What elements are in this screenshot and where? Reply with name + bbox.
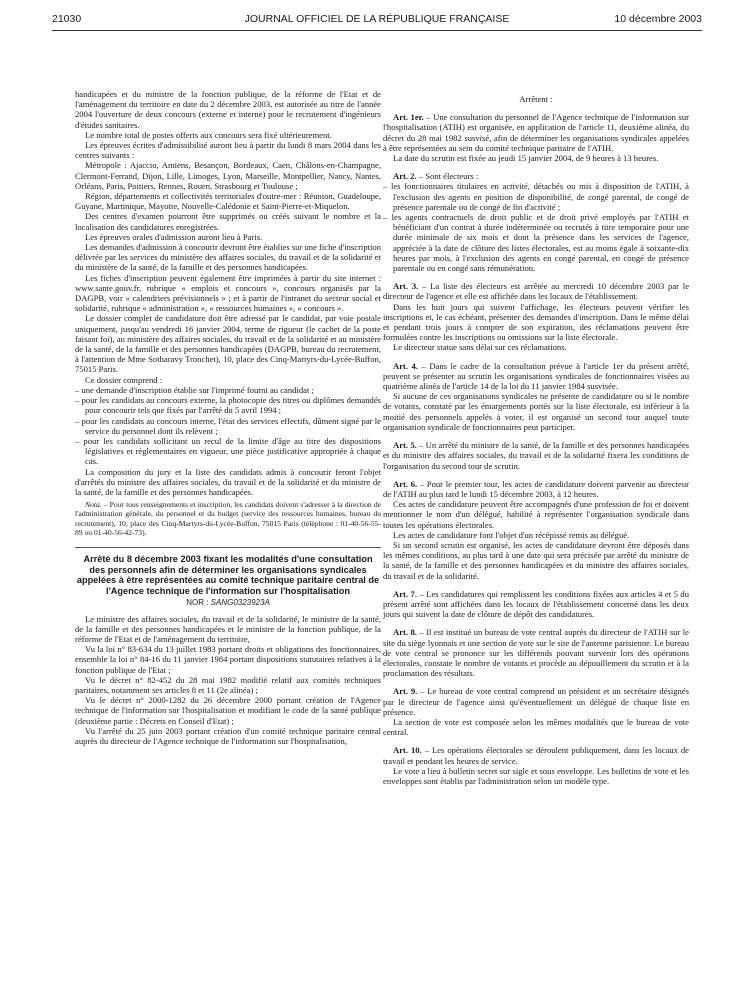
- article-label: Art. 7.: [393, 588, 417, 599]
- decree-block: [75, 547, 381, 746]
- list-item: – les fonctionnaires titulaires en activité, détachés ou mis à disposition de l'ATIH, à l'exclusion des agents en position de disponibilité, de congé parental, de congé de présence parentale ou de congé de fin d'activité ;: [383, 181, 689, 212]
- right-column: [383, 94, 689, 786]
- article-label: Art. 9.: [393, 686, 418, 697]
- paragraph: Dans les huit jours qui suivent l'affichage, les électeurs peuvent vérifier les inscriptions et, le cas échéant, présenter des demandes d'inscription. Dans le même délai et pendant trois jours à compter de son expiration, des réclamations peuvent être formulées contre les inscriptions ou omissions sur la liste électorale.: [383, 301, 689, 343]
- paragraph: Les fiches d'inscription peuvent également être imprimées à partir du site internet : www.sante.gouv.fr, rubrique « emplois et concours », concours organisés par la DAGPB, voir « calendriers prévisionnels » ; et à partir de l'intranet du secteur social et solidarité, rubrique « administration », « ressources humaines », « concours ».: [75, 272, 381, 314]
- paragraph: Vu le décret n° 82-452 du 28 mai 1982 modifié relatif aux comités techniques paritaires, notamment ses articles 8 et 11 (2e alinéa) ;: [75, 674, 381, 695]
- paragraph: Si aucune de ces organisations syndicales ne présente de candidature ou si le nombre de votants, constaté par les émargements portés sur la liste électorale, est inférieur à la moitié des personnels appelés à voter, il est organisé un second tour auquel toute organisation syndicale de fonctionnaires peut participer.: [383, 391, 689, 432]
- article-text: – Pour le premier tour, les actes de candidature doivent parvenir au directeur de l'ATIH au plus tard le lundi 15 décembre 2003, à 12 heures.: [383, 478, 689, 499]
- list-item: – les agents contractuels de droit public et de droit privé employés par l'ATIH et bénéficiant d'un contrat à durée indéterminée ou recrutés à titre temporaire pour une durée minimale de six mois et dont la présence dans les services de l'agence, appréciée à la date de clôture des listes électorales, est au moins égale à soixante-dix heures par mois, à l'exclusion des agents en congé parental, en congé de présence parentale ou en congé sans rémunération.: [383, 212, 689, 274]
- article-label: Art. 2.: [393, 171, 417, 182]
- paragraph: Si un second scrutin est organisé, les actes de candidature devront être déposés dans les mêmes conditions, au plus tard à une date qui sera précisée par arrêté du ministre de la santé, de la famille et des personnes handicapées et du ministre des affaires sociales, du travail et de la solidarité.: [383, 539, 689, 581]
- journal-title: JOURNAL OFFICIEL DE LA RÉPUBLIQUE FRANÇAISE: [244, 13, 510, 25]
- list-item: – pour les candidats au concours externe, la photocopie des titres ou diplômes demandés pour concourir tels que fixés par l'arrêté du 5 avril 1994 ;: [75, 395, 381, 416]
- article-10: [383, 745, 689, 765]
- left-column: [75, 89, 381, 746]
- article-label: Art. 8.: [393, 627, 417, 638]
- paragraph: Vu la loi n° 83-634 du 13 juillet 1983 portant droits et obligations des fonctionnaires, ensemble la loi n° 84-16 du 11 janvier 1984 portant dispositions statutaires relatives à la fonction publique de l'Etat ;: [75, 644, 381, 675]
- article-text: – Une consultation du personnel de l'Agence technique de l'information sur l'hospitalisation (ATIH) est organisée, en application de l'article 11, deuxième alinéa, du décret du 28 mai 1982 susvisé, afin de déterminer les organisations syndicales appelées à être représentées au sein du comité technique paritaire de l'ATIH.: [383, 112, 690, 153]
- note: [75, 500, 381, 537]
- article-label: Art. 10.: [393, 745, 422, 756]
- paragraph: handicapées et du ministre de la fonction publique, de la réforme de l'Etat et de l'aménagement du territoire en date du 2 décembre 2003, est autorisée au titre de l'année 2004 l'ouverture de deux concours (externe et interne) pour le recrutement d'ingénieurs d'études sanitaires.: [75, 89, 381, 130]
- nor-reference: [75, 598, 381, 608]
- header-rule: [52, 30, 702, 31]
- article-text: – Dans le cadre de la consultation prévue à l'article 1er du présent arrêté, peuvent se présenter au scrutin les organisations syndicales de fonctionnaires visées au quatrième alinéa de l'article 14 de la loi du 11 janvier 1984 susvisée.: [383, 360, 689, 392]
- article-4: [383, 361, 689, 392]
- article-3: [383, 281, 689, 301]
- note-text: – Pour tous renseignements et inscription, les candidats doivent s'adresser à la direction de l'administration générale, du personnel et du budget (service des ressources humaines, bureau du recrutement), 10, place des Cinq-Martyrs-du-Lycée-Buffon, 75015 Paris (téléphone : 01-40-56-55-89 ou 01-40-56-42-73).: [75, 500, 381, 537]
- paragraph: Métropole : Ajaccio, Amiens, Besançon, Bordeaux, Caen, Châlons-en-Champagne, Clermont-Ferrand, Dijon, Lille, Limoges, Lyon, Marseille, Montpellier, Nancy, Nantes, Orléans, Paris, Poitiers, Rennes, Rouen, Strasbourg et Toulouse ;: [75, 160, 381, 191]
- article-2: [383, 171, 689, 181]
- article-label: Art. 1er.: [393, 112, 424, 123]
- note-label: Nota.: [85, 500, 102, 510]
- paragraph: Les actes de candidature font l'objet d'un récépissé remis au délégué.: [393, 529, 630, 540]
- article-5: [383, 440, 689, 471]
- paragraph: Le dossier complet de candidature doit être adressé par le candidat, par voie postale uniquement, jusqu'au vendredi 16 janvier 2004, terme de rigueur (le cachet de la poste faisant foi), au ministère des affaires sociales, du travail et de la solidarité et au ministère de la santé, de la famille et des personnes handicapées (DAGPB, bureau du recrutement, à l'attention de Mme Sotharavy Tronchet), 10, place des Cinq-Martyrs-du-Lycée-Buffon, 75015 Paris.: [75, 313, 381, 375]
- article-label: Art. 6.: [393, 478, 418, 489]
- article-9: [383, 686, 689, 717]
- paragraph: Des centres d'examen pourront être supprimés ou créés suivant le nombre et la localisation des candidatures enregistrées.: [75, 211, 381, 232]
- paragraph: Région, départements et collectivités territoriales d'outre-mer : Réunion, Guadeloupe, Guyane, Martinique, Mayotte, Nouvelle-Calédonie et Saint-Pierre-et-Miquelon.: [75, 191, 381, 212]
- article-text: – Le bureau de vote central comprend un président et un secrétaire désignés par le directeur de l'agence ainsi qu'éventuellement un délégué de chaque liste en présence.: [383, 686, 690, 717]
- article-text: – Un arrêté du ministre de la santé, de la famille et des personnes handicapées et du ministre des affaires sociales, du travail et de la solidarité fixera les conditions de l'organisation du second tour de scrutin.: [383, 440, 689, 471]
- paragraph: La composition du jury et la liste des candidats admis à concourir feront l'objet d'arrêtés du ministre des affaires sociales, du travail et de la solidarité et du ministre de la santé, de la famille et des personnes handicapées.: [75, 466, 381, 497]
- page-number: 21030: [52, 13, 82, 25]
- article-text: – Les candidatures qui remplissent les conditions fixées aux articles 4 et 5 du présent arrêté sont affichées dans les locaux de l'établissement concerné dans les deux jours qui suivent la date de clôture de dépôt des candidatures.: [383, 588, 689, 620]
- paragraph: Les épreuves écrites d'admissibilité auront lieu à partir du lundi 8 mars 2004 dans les centres suivants :: [75, 140, 381, 161]
- list-item: – une demande d'inscription établie sur l'imprimé fourni au candidat ;: [75, 384, 314, 395]
- paragraph: Le vote a lieu à bulletin secret sur sigle et sous enveloppe. Les bulletins de vote et les enveloppes sont établis par l'administration selon un modèle type.: [383, 765, 689, 786]
- article-label: Art. 5.: [393, 440, 417, 451]
- paragraph: Vu l'arrêté du 25 juin 2003 portant création d'un comité technique paritaire central auprès du directeur de l'Agence technique de l'information sur l'hospitalisation,: [75, 725, 381, 746]
- article-6: [383, 479, 689, 499]
- paragraph: Vu le décret n° 2000-1282 du 26 décembre 2000 portant création de l'Agence technique de l'information sur l'hospitalisation et modifiant le code de la santé publique (deuxième partie : Décrets en Conseil d'Etat) ;: [75, 695, 381, 726]
- paragraph: La section de vote est composée selon les mêmes modalités que le bureau de vote central.: [383, 716, 689, 738]
- paragraph: La date du scrutin est fixée au jeudi 15 janvier 2004, de 9 heures à 13 heures.: [393, 153, 659, 164]
- paragraph: Le nombre total de postes offerts aux concours sera fixé ultérieurement.: [85, 129, 332, 140]
- article-8: [383, 627, 689, 678]
- paragraph: Les épreuves orales d'admission auront lieu à Paris.: [85, 231, 263, 242]
- article-label: Art. 3.: [393, 281, 419, 292]
- list-item: – pour les candidats sollicitant un recul de la limite d'âge au titre des dispositions législatives et réglementaires en vigueur, une pièce justificative appropriée à chaque cas.: [75, 435, 381, 467]
- paragraph: Ces actes de candidature peuvent être accompagnés d'une profession de foi et doivent mentionner le nom d'un délégué, habilité à représenter l'organisation syndicale dans toutes les opérations électorales.: [383, 499, 689, 530]
- paragraph: Le directeur statue sans délai sur ces réclamations.: [393, 342, 567, 353]
- article-label: Art. 4.: [393, 360, 418, 371]
- nor-code: SANG0323923A: [210, 598, 270, 608]
- paragraph: Le ministre des affaires sociales, du travail et de la solidarité, le ministre de la santé, de la famille et des personnes handicapées et le ministre de la fonction publique, de la réforme de l'Etat et de l'aménagement du territoire,: [75, 613, 381, 644]
- article-1: [383, 112, 689, 153]
- arretent-heading: Arrêtent :: [519, 94, 553, 104]
- issue-date: 10 décembre 2003: [614, 13, 702, 25]
- nor-label: NOR :: [186, 598, 211, 608]
- paragraph: Ce dossier comprend :: [85, 374, 163, 385]
- article-7: [383, 589, 689, 620]
- decree-title: Arrêté du 8 décembre 2003 fixant les modalités d'une consultation des personnels afin de déterminer les organisations syndicales appelées à être représentées au comité technique paritaire central de l'Agence technique de l'information sur l'hospitalisation: [76, 553, 380, 596]
- article-text: – Il est institué un bureau de vote central auprès du directeur de l'ATIH sur le site du siège lyonnais et une section de vote sur le site de l'antenne parisienne. Le bureau de vote central se prononce sur les différends pouvant survenir lors des opérations électorales, constate le nombre de votants et procède au dépouillement du scrutin et à la proclamation des résultats.: [383, 627, 689, 679]
- article-text: – Les opérations électorales se déroulent publiquement, dans les locaux de travail et pendant les heures de service.: [383, 745, 689, 766]
- article-text: – Sont électeurs :: [416, 171, 479, 182]
- list-item: – pour les candidats au concours interne, l'état des services effectifs, dûment signé par le service du personnel dont ils relèvent ;: [75, 415, 381, 436]
- page-header: [52, 13, 702, 27]
- article-text: – La liste des électeurs est arrêtée au mercredi 10 décembre 2003 par le directeur de l'agence et elle est affichée dans les locaux de l'établissement.: [383, 281, 690, 302]
- paragraph: Les demandes d'admission à concourir devront être établies sur une fiche d'inscription délivrée par les services du ministère des affaires sociales, du travail et de la solidarité et du ministère de la santé, de la famille et des personnes handicapées.: [75, 242, 381, 273]
